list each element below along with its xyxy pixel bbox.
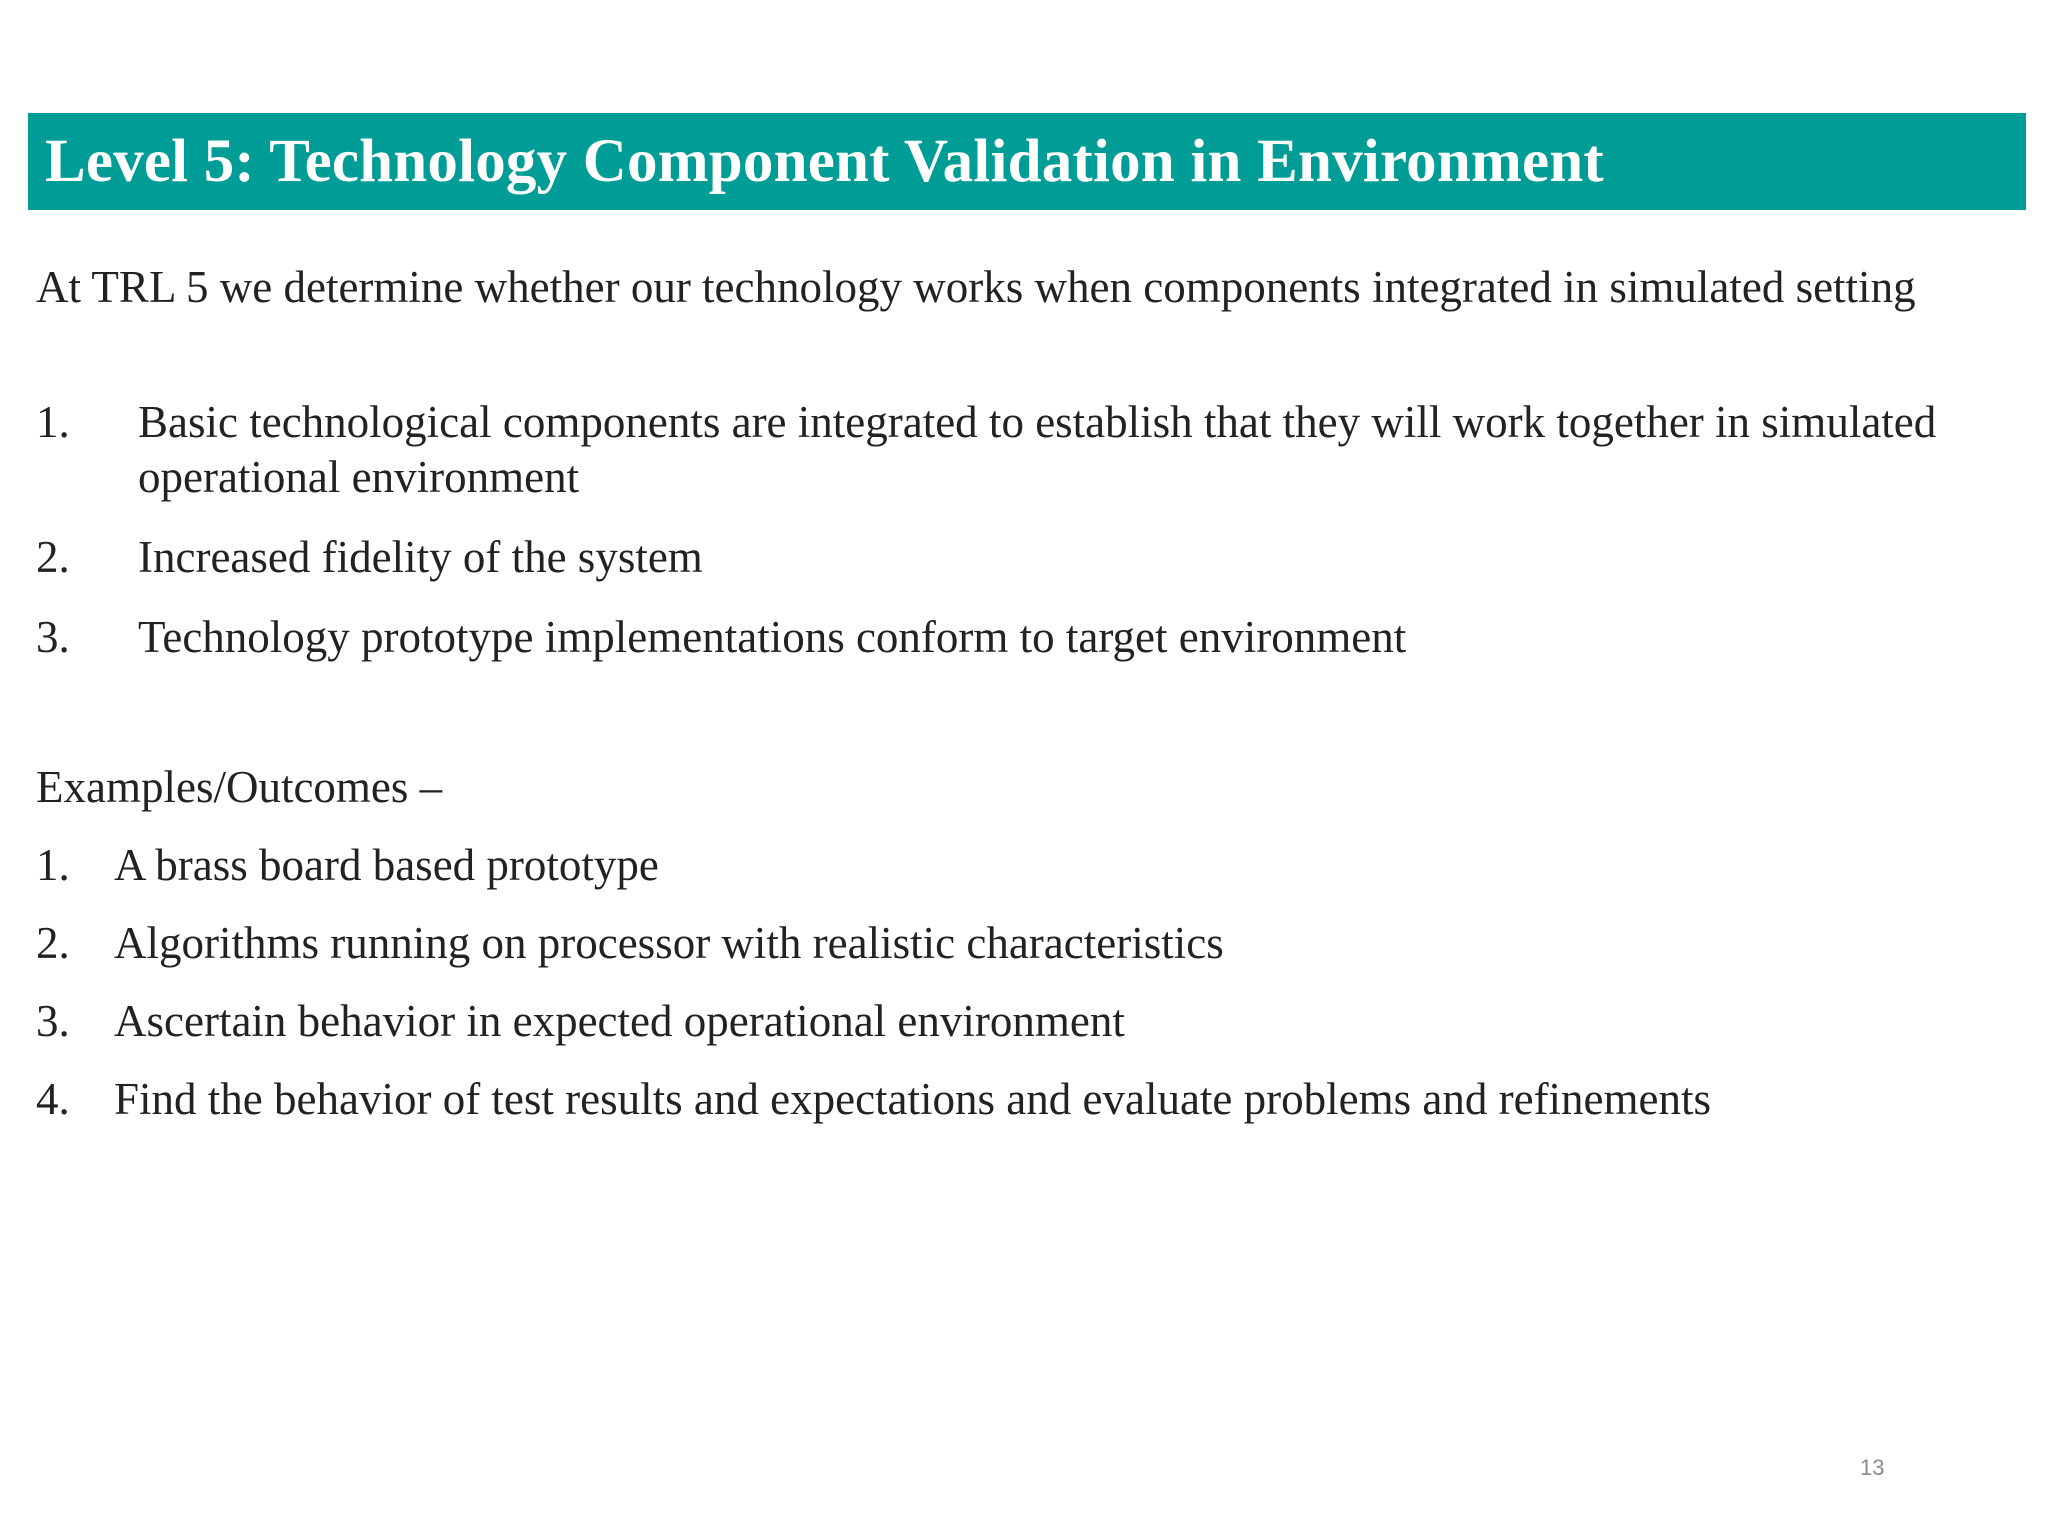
list-number: 3. <box>36 612 70 662</box>
list-item <box>36 610 1996 665</box>
title-bar <box>28 113 2026 210</box>
list-item-text: Basic technological components are integrated to establish that they will work together in simulated operational environment <box>138 397 1937 502</box>
list-item <box>36 1072 1996 1127</box>
list-item-text: Algorithms running on processor with realistic characteristics <box>114 918 1224 968</box>
list-number: 2. <box>36 918 70 968</box>
list-item-text: Find the behavior of test results and expectations and evaluate problems and refinements <box>114 1074 1712 1124</box>
intro-paragraph: At TRL 5 we determine whether our technology works when components integrated in simulated setting <box>36 262 1916 312</box>
list-number: 4. <box>36 1074 70 1124</box>
list-item <box>36 530 1996 585</box>
list-number: 1. <box>36 840 70 890</box>
list-item <box>36 838 1996 893</box>
page-number: 13 <box>1860 1455 1885 1480</box>
list-number: 1. <box>36 397 70 447</box>
list-item-text: Ascertain behavior in expected operational environment <box>114 996 1125 1046</box>
list-item-text: A brass board based prototype <box>114 840 659 890</box>
list-item <box>36 395 1996 505</box>
list-item <box>36 916 1996 971</box>
steps-list <box>36 395 1996 665</box>
examples-heading: Examples/Outcomes – <box>36 762 443 812</box>
examples-list <box>36 838 1996 1127</box>
list-item-text: Increased fidelity of the system <box>138 532 703 582</box>
list-item-text: Technology prototype implementations conform to target environment <box>138 612 1407 662</box>
list-item <box>36 994 1996 1049</box>
slide-title: Level 5: Technology Component Validation in Environment <box>45 128 1604 195</box>
list-number: 2. <box>36 532 70 582</box>
list-number: 3. <box>36 996 70 1046</box>
